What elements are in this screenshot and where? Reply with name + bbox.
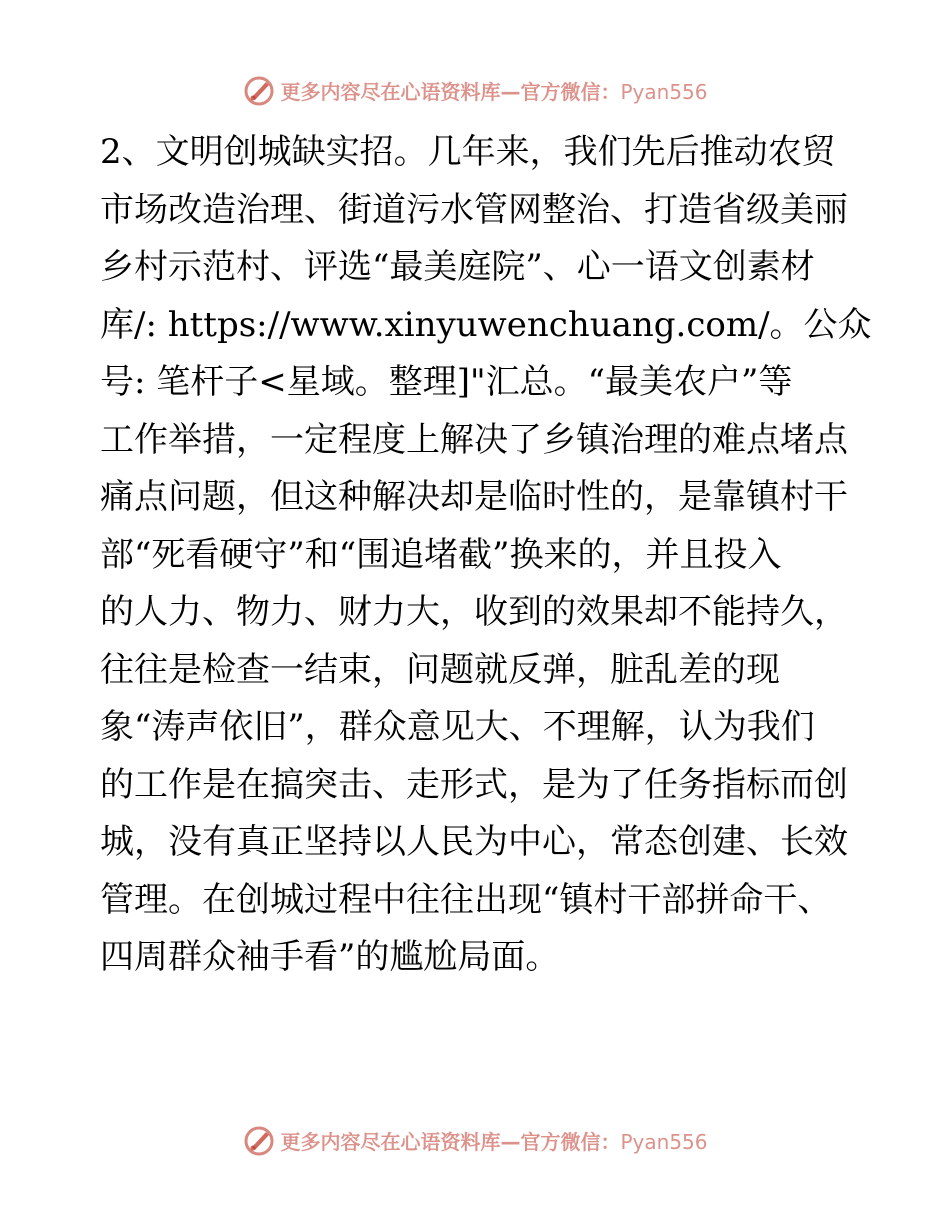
footer-watermark bbox=[0, 1120, 950, 1160]
document-body bbox=[100, 124, 872, 987]
text-line: 号: 笔杆子<星域。整理]"汇总。“最美农户”等 bbox=[100, 362, 793, 402]
text-line: 城，没有真正坚持以人民为中心，常态创建、长效 bbox=[100, 822, 848, 862]
text-line: 四周群众袖手看”的尴尬局面。 bbox=[100, 937, 560, 977]
footer-watermark-text: 更多内容尽在心语资料库—官方微信：Pyan556 bbox=[280, 1129, 708, 1154]
text-line: 库/: https://www.xinyuwenchuang.com/。公众 bbox=[100, 304, 872, 345]
brush-logo-icon bbox=[242, 73, 276, 107]
text-line: 痛点问题，但这种解决却是临时性的，是靠镇村干 bbox=[100, 477, 848, 517]
text-line: 市场改造治理、街道污水管网整治、打造省级美丽 bbox=[100, 189, 848, 230]
text-line: 乡村示范村、评选“最美庭院”、心一语文创素材 bbox=[100, 247, 815, 287]
text-line: 管理。在创城过程中往往出现“镇村干部拼命干、 bbox=[100, 879, 832, 920]
text-line: 工作举措，一定程度上解决了乡镇治理的难点堵点 bbox=[100, 419, 848, 460]
text-line: 往往是检查一结束，问题就反弹，脏乱差的现 bbox=[100, 649, 780, 690]
header-watermark bbox=[0, 70, 950, 110]
brush-logo-icon bbox=[242, 1123, 276, 1157]
text-line: 的人力、物力、财力大，收到的效果却不能持久， bbox=[100, 592, 848, 632]
text-line: 部“死看硬守”和“围追堵截”换来的，并且投入 bbox=[100, 534, 782, 575]
text-line: 的工作是在搞突击、走形式，是为了任务指标而创 bbox=[100, 764, 848, 805]
text-line: 2、文明创城缺实招。几年来，我们先后推动农贸 bbox=[100, 132, 836, 172]
text-line: 象“涛声依旧”，群众意见大、不理解，认为我们 bbox=[100, 707, 815, 747]
header-watermark-text: 更多内容尽在心语资料库—官方微信：Pyan556 bbox=[280, 79, 708, 104]
